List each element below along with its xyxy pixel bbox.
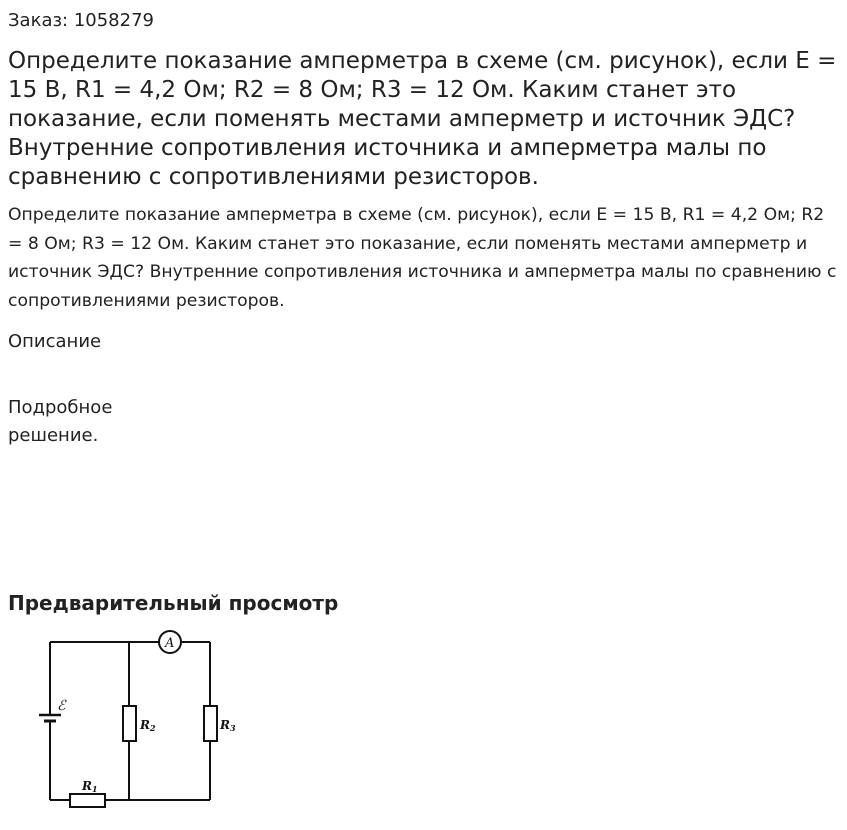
resistor-r1 — [70, 794, 105, 807]
r3-label: R3 — [220, 718, 236, 733]
ammeter-label: A — [165, 636, 175, 651]
emf-label: ℰ — [57, 698, 66, 714]
order-number: Заказ: 1058279 — [8, 10, 154, 31]
description-heading: Описание — [8, 331, 102, 352]
resistor-r2 — [123, 706, 136, 741]
task-title: Определите показание амперметра в схеме (см. рисунок), если E = 15 В, R1 = 4,2 Ом; R2 = 8 Ом; R3 = 12 Ом. Каким станет это показание, если поменять местами амперметр и источник ЭДС? Внутренние сопротивления источника и амперметра малы по сравнению с сопротивлениями резисторов. — [8, 48, 837, 190]
description-text: Подробное решение. — [8, 397, 113, 446]
circuit-diagram — [28, 628, 248, 823]
task-text: Определите показание амперметра в схеме (см. рисунок), если E = 15 В, R1 = 4,2 Ом; R2 = 8 Ом; R3 = 12 Ом. Каким станет это показание, если поменять местами амперметр и источник ЭДС? Внутренние сопротивления источника и амперметра малы по сравнению с сопротивлениями резисторов. — [8, 205, 837, 311]
preview-heading: Предварительный просмотр — [8, 591, 339, 615]
resistor-r3 — [204, 706, 217, 741]
r1-label: R1 — [82, 779, 98, 794]
r2-label: R2 — [140, 718, 156, 733]
